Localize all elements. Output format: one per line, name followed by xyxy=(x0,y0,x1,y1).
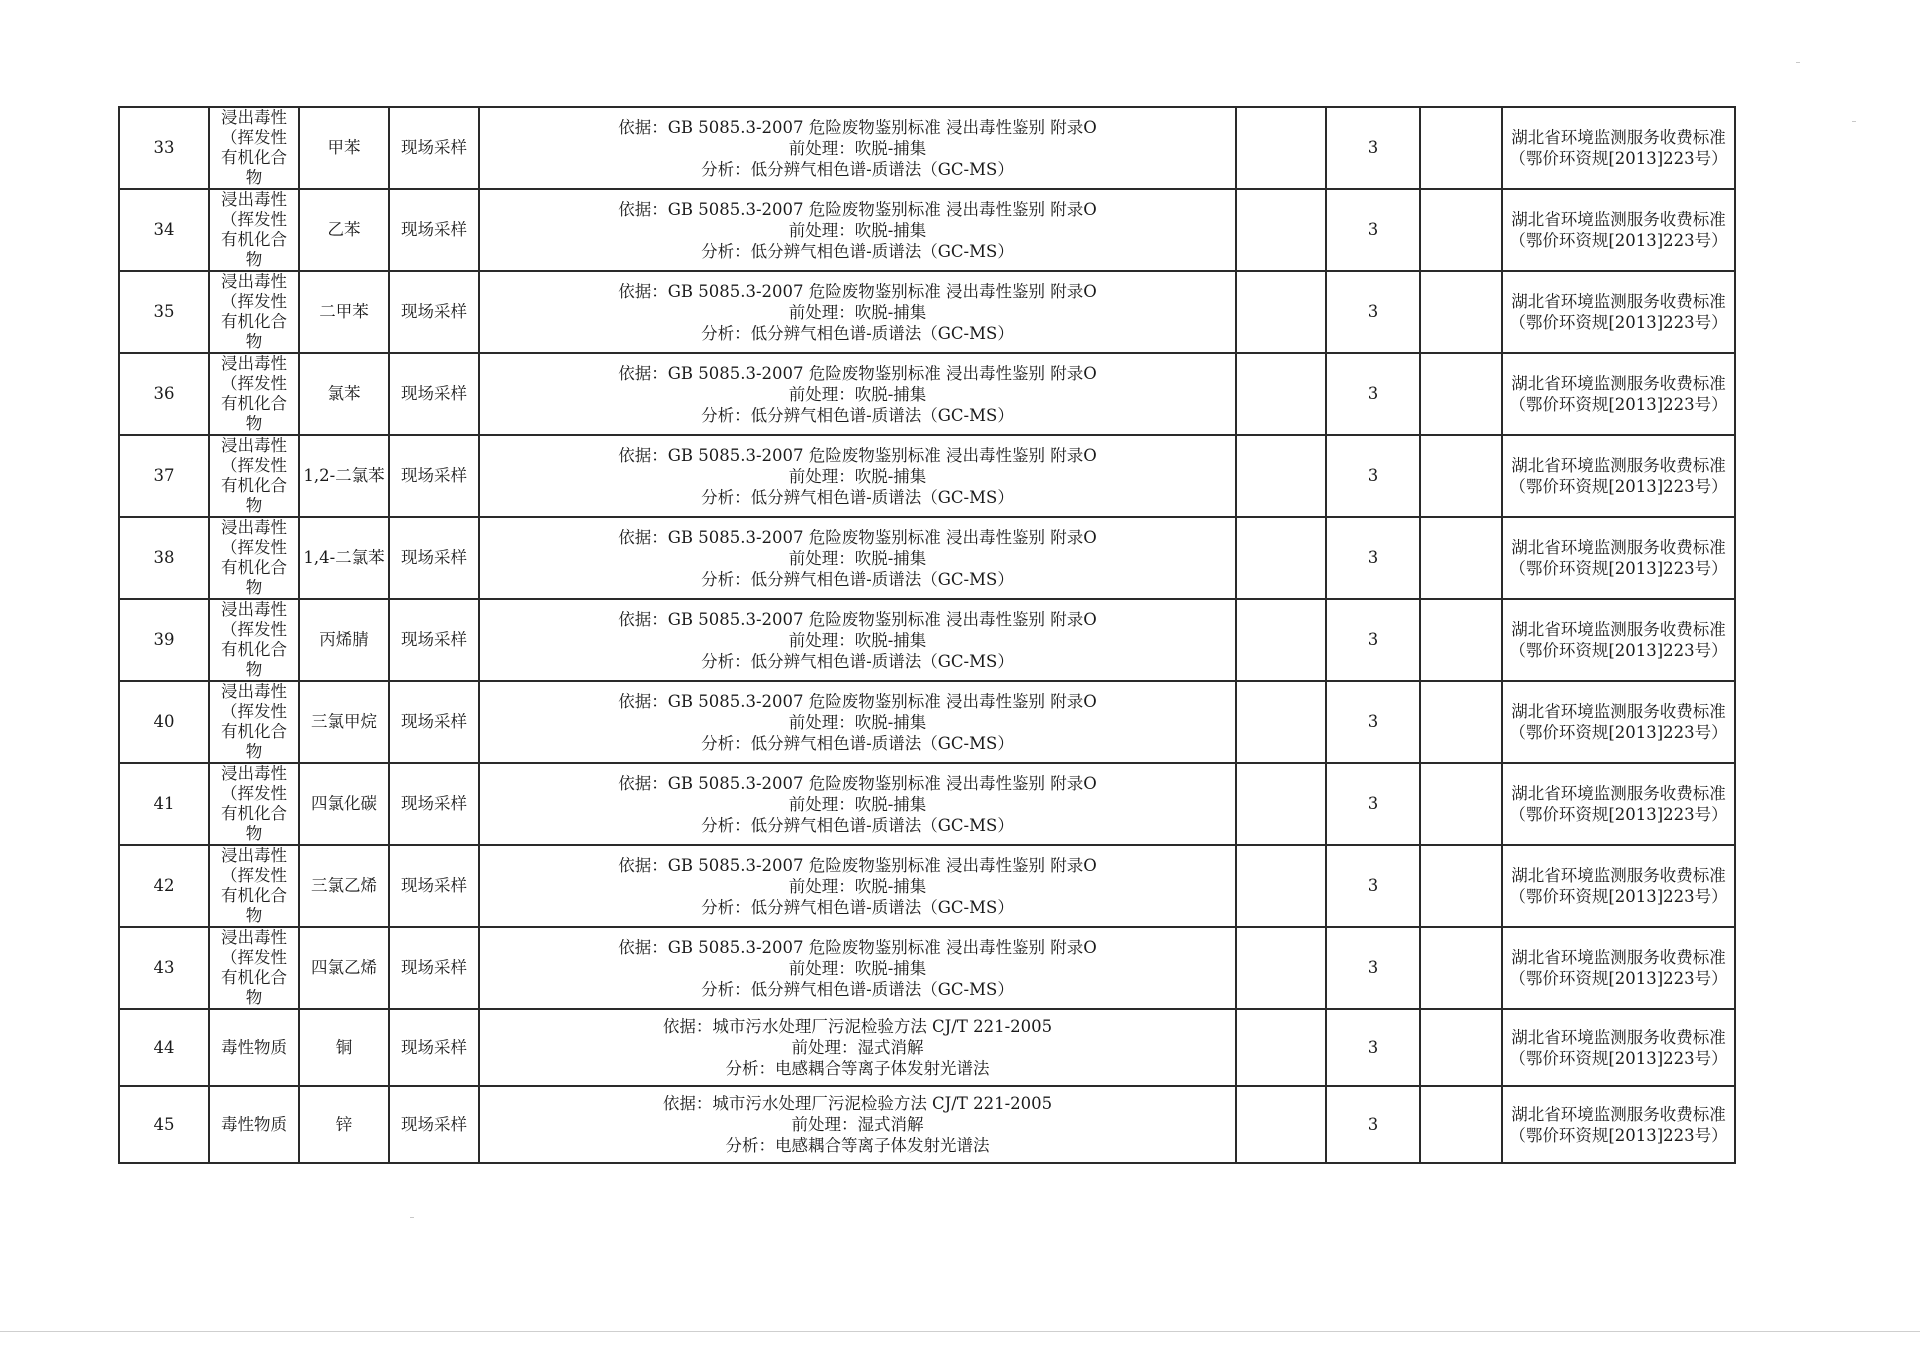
method-cell xyxy=(479,435,1236,517)
fee-standard-cell xyxy=(1502,435,1735,517)
table-row xyxy=(119,1009,1735,1086)
fee-line: 湖北省环境监测服务收费标准 xyxy=(1511,948,1726,967)
method-cell xyxy=(479,517,1236,599)
category-line: （挥发性 xyxy=(221,292,287,311)
row-number-cell: 33 xyxy=(119,107,209,189)
fee-standard-cell xyxy=(1502,681,1735,763)
fee-line: （鄂价环资规[2013]223号） xyxy=(1509,887,1728,906)
category-line: （挥发性 xyxy=(221,210,287,229)
category-line: 有机化合 xyxy=(221,312,287,331)
category-cell xyxy=(209,681,299,763)
category-line: 物 xyxy=(245,988,263,1007)
category-cell xyxy=(209,107,299,189)
category-line: （挥发性 xyxy=(221,948,287,967)
empty-cell xyxy=(1420,1009,1502,1086)
fee-line: 湖北省环境监测服务收费标准 xyxy=(1511,456,1726,475)
category-line: （挥发性 xyxy=(221,866,287,885)
table-row xyxy=(119,271,1735,353)
count-cell: 3 xyxy=(1326,681,1420,763)
category-line: 浸出毒性 xyxy=(221,600,287,619)
table-row xyxy=(119,763,1735,845)
category-line: 有机化合 xyxy=(221,804,287,823)
category-line: 浸出毒性 xyxy=(221,354,287,373)
sampling-cell: 现场采样 xyxy=(389,599,479,681)
empty-cell xyxy=(1236,271,1326,353)
sampling-cell: 现场采样 xyxy=(389,107,479,189)
count-cell: 3 xyxy=(1326,271,1420,353)
fee-line: （鄂价环资规[2013]223号） xyxy=(1509,1125,1728,1145)
method-line: 分析：低分辨气相色谱-质谱法（GC-MS） xyxy=(701,569,1014,589)
empty-cell xyxy=(1236,599,1326,681)
category-cell xyxy=(209,517,299,599)
method-line: 依据：GB 5085.3-2007 危险废物鉴别标准 浸出毒性鉴别 附录O xyxy=(618,199,1097,219)
fee-line: 湖北省环境监测服务收费标准 xyxy=(1511,210,1726,229)
category-line: 物 xyxy=(245,742,263,761)
item-cell: 铜 xyxy=(299,1009,389,1086)
method-line: 前处理：吹脱-捕集 xyxy=(788,794,927,814)
fee-line: （鄂价环资规[2013]223号） xyxy=(1509,559,1728,578)
category-line: 浸出毒性 xyxy=(221,518,287,537)
method-line: 分析：低分辨气相色谱-质谱法（GC-MS） xyxy=(701,979,1014,999)
row-number-cell: 37 xyxy=(119,435,209,517)
category-line: 浸出毒性 xyxy=(221,682,287,701)
fee-standard-cell xyxy=(1502,517,1735,599)
sampling-cell: 现场采样 xyxy=(389,517,479,599)
item-cell: 四氯化碳 xyxy=(299,763,389,845)
category-line: 有机化合 xyxy=(221,722,287,741)
method-line: 分析：低分辨气相色谱-质谱法（GC-MS） xyxy=(701,897,1014,917)
table-row xyxy=(119,517,1735,599)
category-cell xyxy=(209,845,299,927)
category-line: （挥发性 xyxy=(221,456,287,475)
method-line: 依据：GB 5085.3-2007 危险废物鉴别标准 浸出毒性鉴别 附录O xyxy=(618,609,1097,629)
fee-line: 湖北省环境监测服务收费标准 xyxy=(1511,128,1726,147)
category-line: 浸出毒性 xyxy=(221,928,287,947)
method-line: 前处理：吹脱-捕集 xyxy=(788,302,927,322)
method-cell xyxy=(479,1086,1236,1163)
sampling-cell: 现场采样 xyxy=(389,1086,479,1163)
empty-cell xyxy=(1236,517,1326,599)
table-row xyxy=(119,107,1735,189)
sampling-cell: 现场采样 xyxy=(389,435,479,517)
item-cell: 1,4-二氯苯 xyxy=(299,517,389,599)
count-cell: 3 xyxy=(1326,107,1420,189)
method-line: 前处理：吹脱-捕集 xyxy=(788,958,927,978)
method-line: 分析：低分辨气相色谱-质谱法（GC-MS） xyxy=(701,405,1014,425)
fee-standard-cell xyxy=(1502,353,1735,435)
category-line: （挥发性 xyxy=(221,374,287,393)
method-line: 依据：GB 5085.3-2007 危险废物鉴别标准 浸出毒性鉴别 附录O xyxy=(618,691,1097,711)
item-cell: 二甲苯 xyxy=(299,271,389,353)
table-row xyxy=(119,681,1735,763)
method-line: 分析：低分辨气相色谱-质谱法（GC-MS） xyxy=(701,815,1014,835)
fee-line: （鄂价环资规[2013]223号） xyxy=(1509,231,1728,250)
row-number-cell: 43 xyxy=(119,927,209,1009)
fee-standard-cell xyxy=(1502,271,1735,353)
empty-cell xyxy=(1236,353,1326,435)
row-number-cell: 36 xyxy=(119,353,209,435)
category-line: （挥发性 xyxy=(221,784,287,803)
sampling-cell: 现场采样 xyxy=(389,681,479,763)
category-cell xyxy=(209,435,299,517)
fee-line: 湖北省环境监测服务收费标准 xyxy=(1511,292,1726,311)
fee-line: 湖北省环境监测服务收费标准 xyxy=(1511,620,1726,639)
fee-standard-cell xyxy=(1502,1009,1735,1086)
table-row xyxy=(119,353,1735,435)
category-line: 有机化合 xyxy=(221,394,287,413)
method-cell xyxy=(479,599,1236,681)
fee-line: （鄂价环资规[2013]223号） xyxy=(1509,313,1728,332)
method-line: 依据：GB 5085.3-2007 危险废物鉴别标准 浸出毒性鉴别 附录O xyxy=(618,117,1097,137)
fee-line: （鄂价环资规[2013]223号） xyxy=(1509,641,1728,660)
empty-cell xyxy=(1236,1009,1326,1086)
category-cell xyxy=(209,271,299,353)
method-line: 分析：电感耦合等离子体发射光谱法 xyxy=(725,1059,990,1078)
category-line: 有机化合 xyxy=(221,148,287,167)
fee-standard-cell xyxy=(1502,599,1735,681)
category-line: （挥发性 xyxy=(221,538,287,557)
row-number-cell: 41 xyxy=(119,763,209,845)
sampling-cell: 现场采样 xyxy=(389,763,479,845)
row-number-cell: 45 xyxy=(119,1086,209,1163)
fee-line: 湖北省环境监测服务收费标准 xyxy=(1511,538,1726,557)
category-cell xyxy=(209,353,299,435)
category-cell xyxy=(209,1086,299,1163)
item-cell: 1,2-二氯苯 xyxy=(299,435,389,517)
empty-cell xyxy=(1236,189,1326,271)
method-line: 依据：GB 5085.3-2007 危险废物鉴别标准 浸出毒性鉴别 附录O xyxy=(618,445,1097,465)
category-line: 浸出毒性 xyxy=(221,108,287,127)
fee-line: 湖北省环境监测服务收费标准 xyxy=(1511,784,1726,803)
method-cell xyxy=(479,189,1236,271)
method-cell xyxy=(479,271,1236,353)
category-line: 物 xyxy=(245,906,263,925)
method-line: 依据：城市污水处理厂污泥检验方法 CJ/T 221-2005 xyxy=(662,1017,1053,1036)
row-number-cell: 44 xyxy=(119,1009,209,1086)
count-cell: 3 xyxy=(1326,1009,1420,1086)
method-line: 前处理：吹脱-捕集 xyxy=(788,220,927,240)
fee-line: （鄂价环资规[2013]223号） xyxy=(1509,477,1728,496)
fee-line: （鄂价环资规[2013]223号） xyxy=(1509,723,1728,742)
empty-cell xyxy=(1420,353,1502,435)
category-line: 物 xyxy=(245,578,263,597)
category-line: 物 xyxy=(245,332,263,351)
fee-standard-cell xyxy=(1502,845,1735,927)
empty-cell xyxy=(1420,271,1502,353)
empty-cell xyxy=(1420,927,1502,1009)
sampling-cell: 现场采样 xyxy=(389,927,479,1009)
category-line: 物 xyxy=(245,824,263,843)
method-cell xyxy=(479,763,1236,845)
table-row xyxy=(119,189,1735,271)
fee-line: （鄂价环资规[2013]223号） xyxy=(1509,149,1728,168)
method-line: 分析：低分辨气相色谱-质谱法（GC-MS） xyxy=(701,323,1014,343)
sampling-cell: 现场采样 xyxy=(389,353,479,435)
scan-speck xyxy=(1796,62,1800,63)
category-line: （挥发性 xyxy=(221,702,287,721)
category-line: 有机化合 xyxy=(221,640,287,659)
table-row xyxy=(119,435,1735,517)
category-line: 物 xyxy=(245,414,263,433)
empty-cell xyxy=(1420,763,1502,845)
empty-cell xyxy=(1236,435,1326,517)
sampling-cell: 现场采样 xyxy=(389,189,479,271)
item-cell: 氯苯 xyxy=(299,353,389,435)
category-cell xyxy=(209,189,299,271)
method-line: 分析：电感耦合等离子体发射光谱法 xyxy=(725,1136,990,1155)
method-line: 依据：GB 5085.3-2007 危险废物鉴别标准 浸出毒性鉴别 附录O xyxy=(618,937,1097,957)
category-line: （挥发性 xyxy=(221,620,287,639)
method-cell xyxy=(479,681,1236,763)
empty-cell xyxy=(1420,189,1502,271)
row-number-cell: 40 xyxy=(119,681,209,763)
method-cell xyxy=(479,845,1236,927)
count-cell: 3 xyxy=(1326,1086,1420,1163)
method-line: 依据：GB 5085.3-2007 危险废物鉴别标准 浸出毒性鉴别 附录O xyxy=(618,527,1097,547)
method-line: 前处理：吹脱-捕集 xyxy=(788,384,927,404)
table-row xyxy=(119,1086,1735,1163)
table-row xyxy=(119,927,1735,1009)
category-line: 有机化合 xyxy=(221,886,287,905)
count-cell: 3 xyxy=(1326,599,1420,681)
page-bottom-rule xyxy=(0,1331,1920,1332)
category-cell xyxy=(209,763,299,845)
category-cell xyxy=(209,1009,299,1086)
category-line: （挥发性 xyxy=(221,128,287,147)
empty-cell xyxy=(1420,845,1502,927)
method-line: 依据：城市污水处理厂污泥检验方法 CJ/T 221-2005 xyxy=(662,1094,1053,1113)
method-line: 分析：低分辨气相色谱-质谱法（GC-MS） xyxy=(701,487,1014,507)
scan-speck xyxy=(1852,121,1856,122)
method-line: 前处理：湿式消解 xyxy=(791,1115,924,1134)
fee-line: 湖北省环境监测服务收费标准 xyxy=(1511,866,1726,885)
item-cell: 丙烯腈 xyxy=(299,599,389,681)
monitoring-items-table xyxy=(118,106,1736,1164)
sampling-cell: 现场采样 xyxy=(389,845,479,927)
count-cell: 3 xyxy=(1326,353,1420,435)
category-cell xyxy=(209,599,299,681)
method-line: 前处理：吹脱-捕集 xyxy=(788,466,927,486)
category-line: 毒性物质 xyxy=(221,1037,287,1057)
method-line: 依据：GB 5085.3-2007 危险废物鉴别标准 浸出毒性鉴别 附录O xyxy=(618,855,1097,875)
method-line: 依据：GB 5085.3-2007 危险废物鉴别标准 浸出毒性鉴别 附录O xyxy=(618,363,1097,383)
empty-cell xyxy=(1420,599,1502,681)
count-cell: 3 xyxy=(1326,927,1420,1009)
category-line: 浸出毒性 xyxy=(221,436,287,455)
empty-cell xyxy=(1236,1086,1326,1163)
empty-cell xyxy=(1236,927,1326,1009)
fee-line: 湖北省环境监测服务收费标准 xyxy=(1511,1027,1726,1047)
item-cell: 三氯甲烷 xyxy=(299,681,389,763)
item-cell: 乙苯 xyxy=(299,189,389,271)
category-cell xyxy=(209,927,299,1009)
empty-cell xyxy=(1420,107,1502,189)
method-line: 前处理：吹脱-捕集 xyxy=(788,876,927,896)
row-number-cell: 39 xyxy=(119,599,209,681)
fee-standard-cell xyxy=(1502,763,1735,845)
count-cell: 3 xyxy=(1326,517,1420,599)
sampling-cell: 现场采样 xyxy=(389,1009,479,1086)
empty-cell xyxy=(1236,763,1326,845)
fee-standard-cell xyxy=(1502,927,1735,1009)
count-cell: 3 xyxy=(1326,763,1420,845)
count-cell: 3 xyxy=(1326,845,1420,927)
method-line: 分析：低分辨气相色谱-质谱法（GC-MS） xyxy=(701,241,1014,261)
category-line: 浸出毒性 xyxy=(221,764,287,783)
empty-cell xyxy=(1420,517,1502,599)
method-line: 分析：低分辨气相色谱-质谱法（GC-MS） xyxy=(701,651,1014,671)
empty-cell xyxy=(1420,1086,1502,1163)
sampling-cell: 现场采样 xyxy=(389,271,479,353)
category-line: 浸出毒性 xyxy=(221,272,287,291)
method-line: 前处理：吹脱-捕集 xyxy=(788,630,927,650)
empty-cell xyxy=(1420,435,1502,517)
category-line: 有机化合 xyxy=(221,476,287,495)
category-line: 有机化合 xyxy=(221,230,287,249)
item-cell: 甲苯 xyxy=(299,107,389,189)
fee-standard-cell xyxy=(1502,107,1735,189)
category-line: 有机化合 xyxy=(221,558,287,577)
fee-standard-cell xyxy=(1502,1086,1735,1163)
fee-line: （鄂价环资规[2013]223号） xyxy=(1509,395,1728,414)
method-cell xyxy=(479,1009,1236,1086)
count-cell: 3 xyxy=(1326,189,1420,271)
fee-line: （鄂价环资规[2013]223号） xyxy=(1509,969,1728,988)
table-row xyxy=(119,845,1735,927)
empty-cell xyxy=(1236,845,1326,927)
category-line: 毒性物质 xyxy=(221,1114,287,1134)
fee-standard-cell xyxy=(1502,189,1735,271)
method-cell xyxy=(479,107,1236,189)
empty-cell xyxy=(1420,681,1502,763)
method-line: 依据：GB 5085.3-2007 危险废物鉴别标准 浸出毒性鉴别 附录O xyxy=(618,281,1097,301)
empty-cell xyxy=(1236,107,1326,189)
method-line: 前处理：吹脱-捕集 xyxy=(788,138,927,158)
row-number-cell: 35 xyxy=(119,271,209,353)
item-cell: 四氯乙烯 xyxy=(299,927,389,1009)
row-number-cell: 42 xyxy=(119,845,209,927)
method-line: 前处理：吹脱-捕集 xyxy=(788,548,927,568)
method-line: 分析：低分辨气相色谱-质谱法（GC-MS） xyxy=(701,159,1014,179)
count-cell: 3 xyxy=(1326,435,1420,517)
fee-line: （鄂价环资规[2013]223号） xyxy=(1509,1048,1728,1068)
category-line: 有机化合 xyxy=(221,968,287,987)
scan-speck xyxy=(410,1217,414,1218)
category-line: 浸出毒性 xyxy=(221,190,287,209)
method-cell xyxy=(479,927,1236,1009)
category-line: 物 xyxy=(245,168,263,187)
method-line: 前处理：吹脱-捕集 xyxy=(788,712,927,732)
table-row xyxy=(119,599,1735,681)
method-line: 依据：GB 5085.3-2007 危险废物鉴别标准 浸出毒性鉴别 附录O xyxy=(618,773,1097,793)
category-line: 物 xyxy=(245,250,263,269)
method-line: 分析：低分辨气相色谱-质谱法（GC-MS） xyxy=(701,733,1014,753)
fee-line: 湖北省环境监测服务收费标准 xyxy=(1511,702,1726,721)
row-number-cell: 38 xyxy=(119,517,209,599)
row-number-cell: 34 xyxy=(119,189,209,271)
empty-cell xyxy=(1236,681,1326,763)
item-cell: 三氯乙烯 xyxy=(299,845,389,927)
fee-line: 湖北省环境监测服务收费标准 xyxy=(1511,1104,1726,1124)
item-cell: 锌 xyxy=(299,1086,389,1163)
method-line: 前处理：湿式消解 xyxy=(791,1038,924,1057)
category-line: 浸出毒性 xyxy=(221,846,287,865)
category-line: 物 xyxy=(245,660,263,679)
category-line: 物 xyxy=(245,496,263,515)
fee-line: （鄂价环资规[2013]223号） xyxy=(1509,805,1728,824)
method-cell xyxy=(479,353,1236,435)
fee-line: 湖北省环境监测服务收费标准 xyxy=(1511,374,1726,393)
